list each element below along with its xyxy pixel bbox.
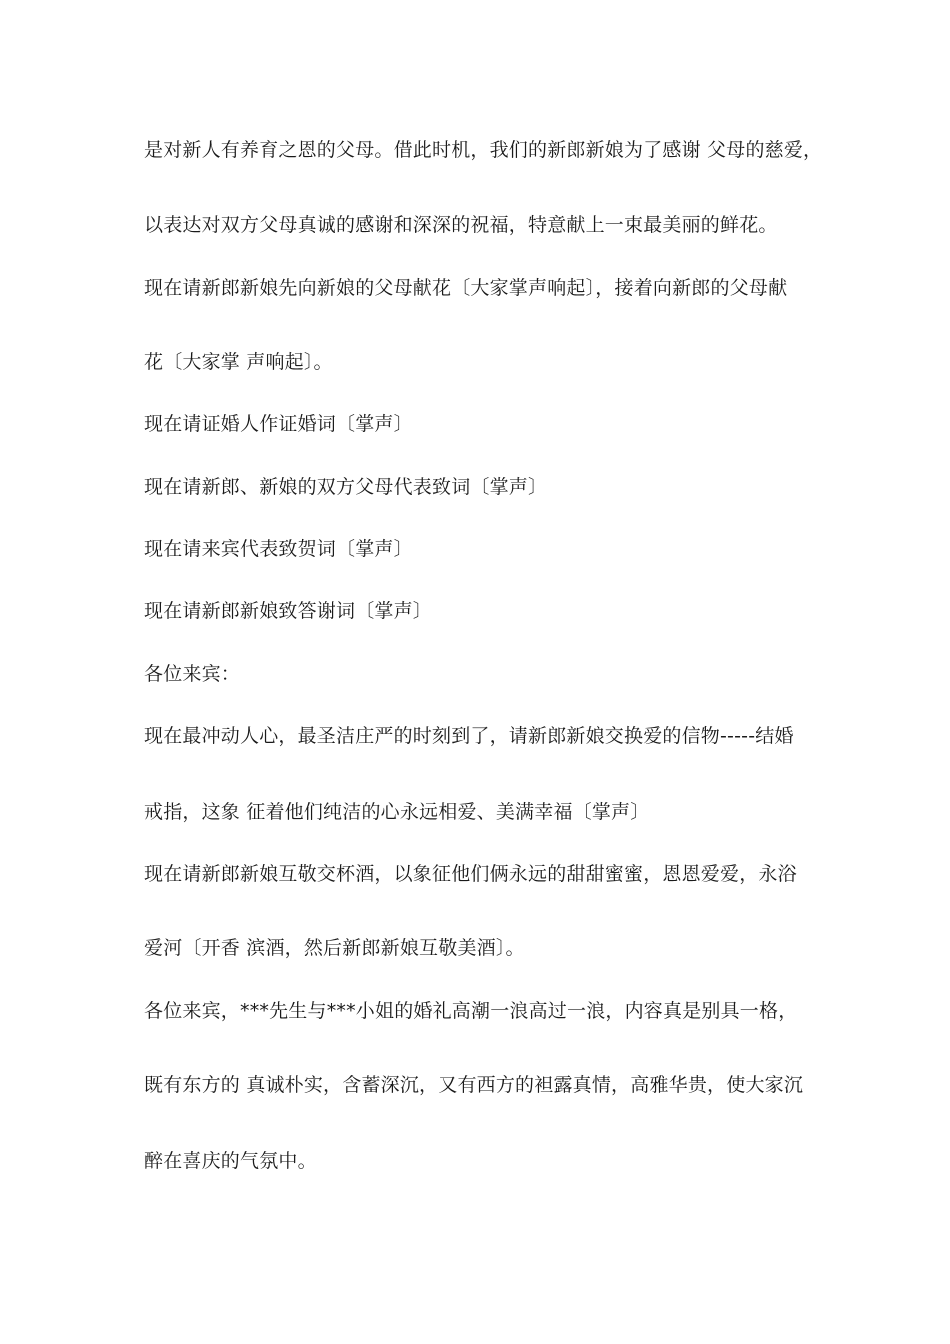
paragraph-line: 花〔大家掌 声响起〕。 bbox=[144, 351, 333, 373]
paragraph-line: 各位来宾： bbox=[144, 663, 241, 685]
paragraph-line: 各位来宾，***先生与***小姐的婚礼高潮一浪高过一浪，内容真是别具一格， bbox=[144, 1000, 798, 1022]
paragraph-line: 现在请新郎新娘先向新娘的父母献花〔大家掌声响起〕，接着向新郎的父母献 bbox=[144, 277, 788, 299]
paragraph-line: 是对新人有养育之恩的父母。借此时机，我们的新郎新娘为了感谢 父母的慈爱， bbox=[144, 139, 823, 161]
paragraph-line: 醉在喜庆的气氛中。 bbox=[144, 1150, 317, 1172]
paragraph-line: 以表达对双方父母真诚的感谢和深深的祝福，特意献上一束最美丽的鲜花。 bbox=[144, 214, 778, 236]
paragraph-line: 现在请来宾代表致贺词〔掌声〕 bbox=[144, 538, 413, 560]
paragraph-line: 既有东方的 真诚朴实，含蓄深沉，又有西方的袒露真情，高雅华贵，使大家沉 bbox=[144, 1074, 804, 1096]
paragraph-line: 现在最冲动人心，最圣洁庄严的时刻到了，请新郎新娘交换爱的信物-----结婚 bbox=[144, 725, 794, 747]
paragraph-line: 戒指，这象 征着他们纯洁的心永远相爱、美满幸福〔掌声〕 bbox=[144, 801, 650, 823]
paragraph-line: 现在请新郎新娘互敬交杯酒，以象征他们俩永远的甜甜蜜蜜，恩恩爱爱，永浴 bbox=[144, 863, 797, 885]
paragraph-line: 现在请新郎、新娘的双方父母代表致词〔掌声〕 bbox=[144, 476, 548, 498]
paragraph-line: 爱河〔开香 滨酒，然后新郎新娘互敬美酒〕。 bbox=[144, 937, 525, 959]
paragraph-line: 现在请新郎新娘致答谢词〔掌声〕 bbox=[144, 600, 433, 622]
paragraph-line: 现在请证婚人作证婚词〔掌声〕 bbox=[144, 413, 413, 435]
